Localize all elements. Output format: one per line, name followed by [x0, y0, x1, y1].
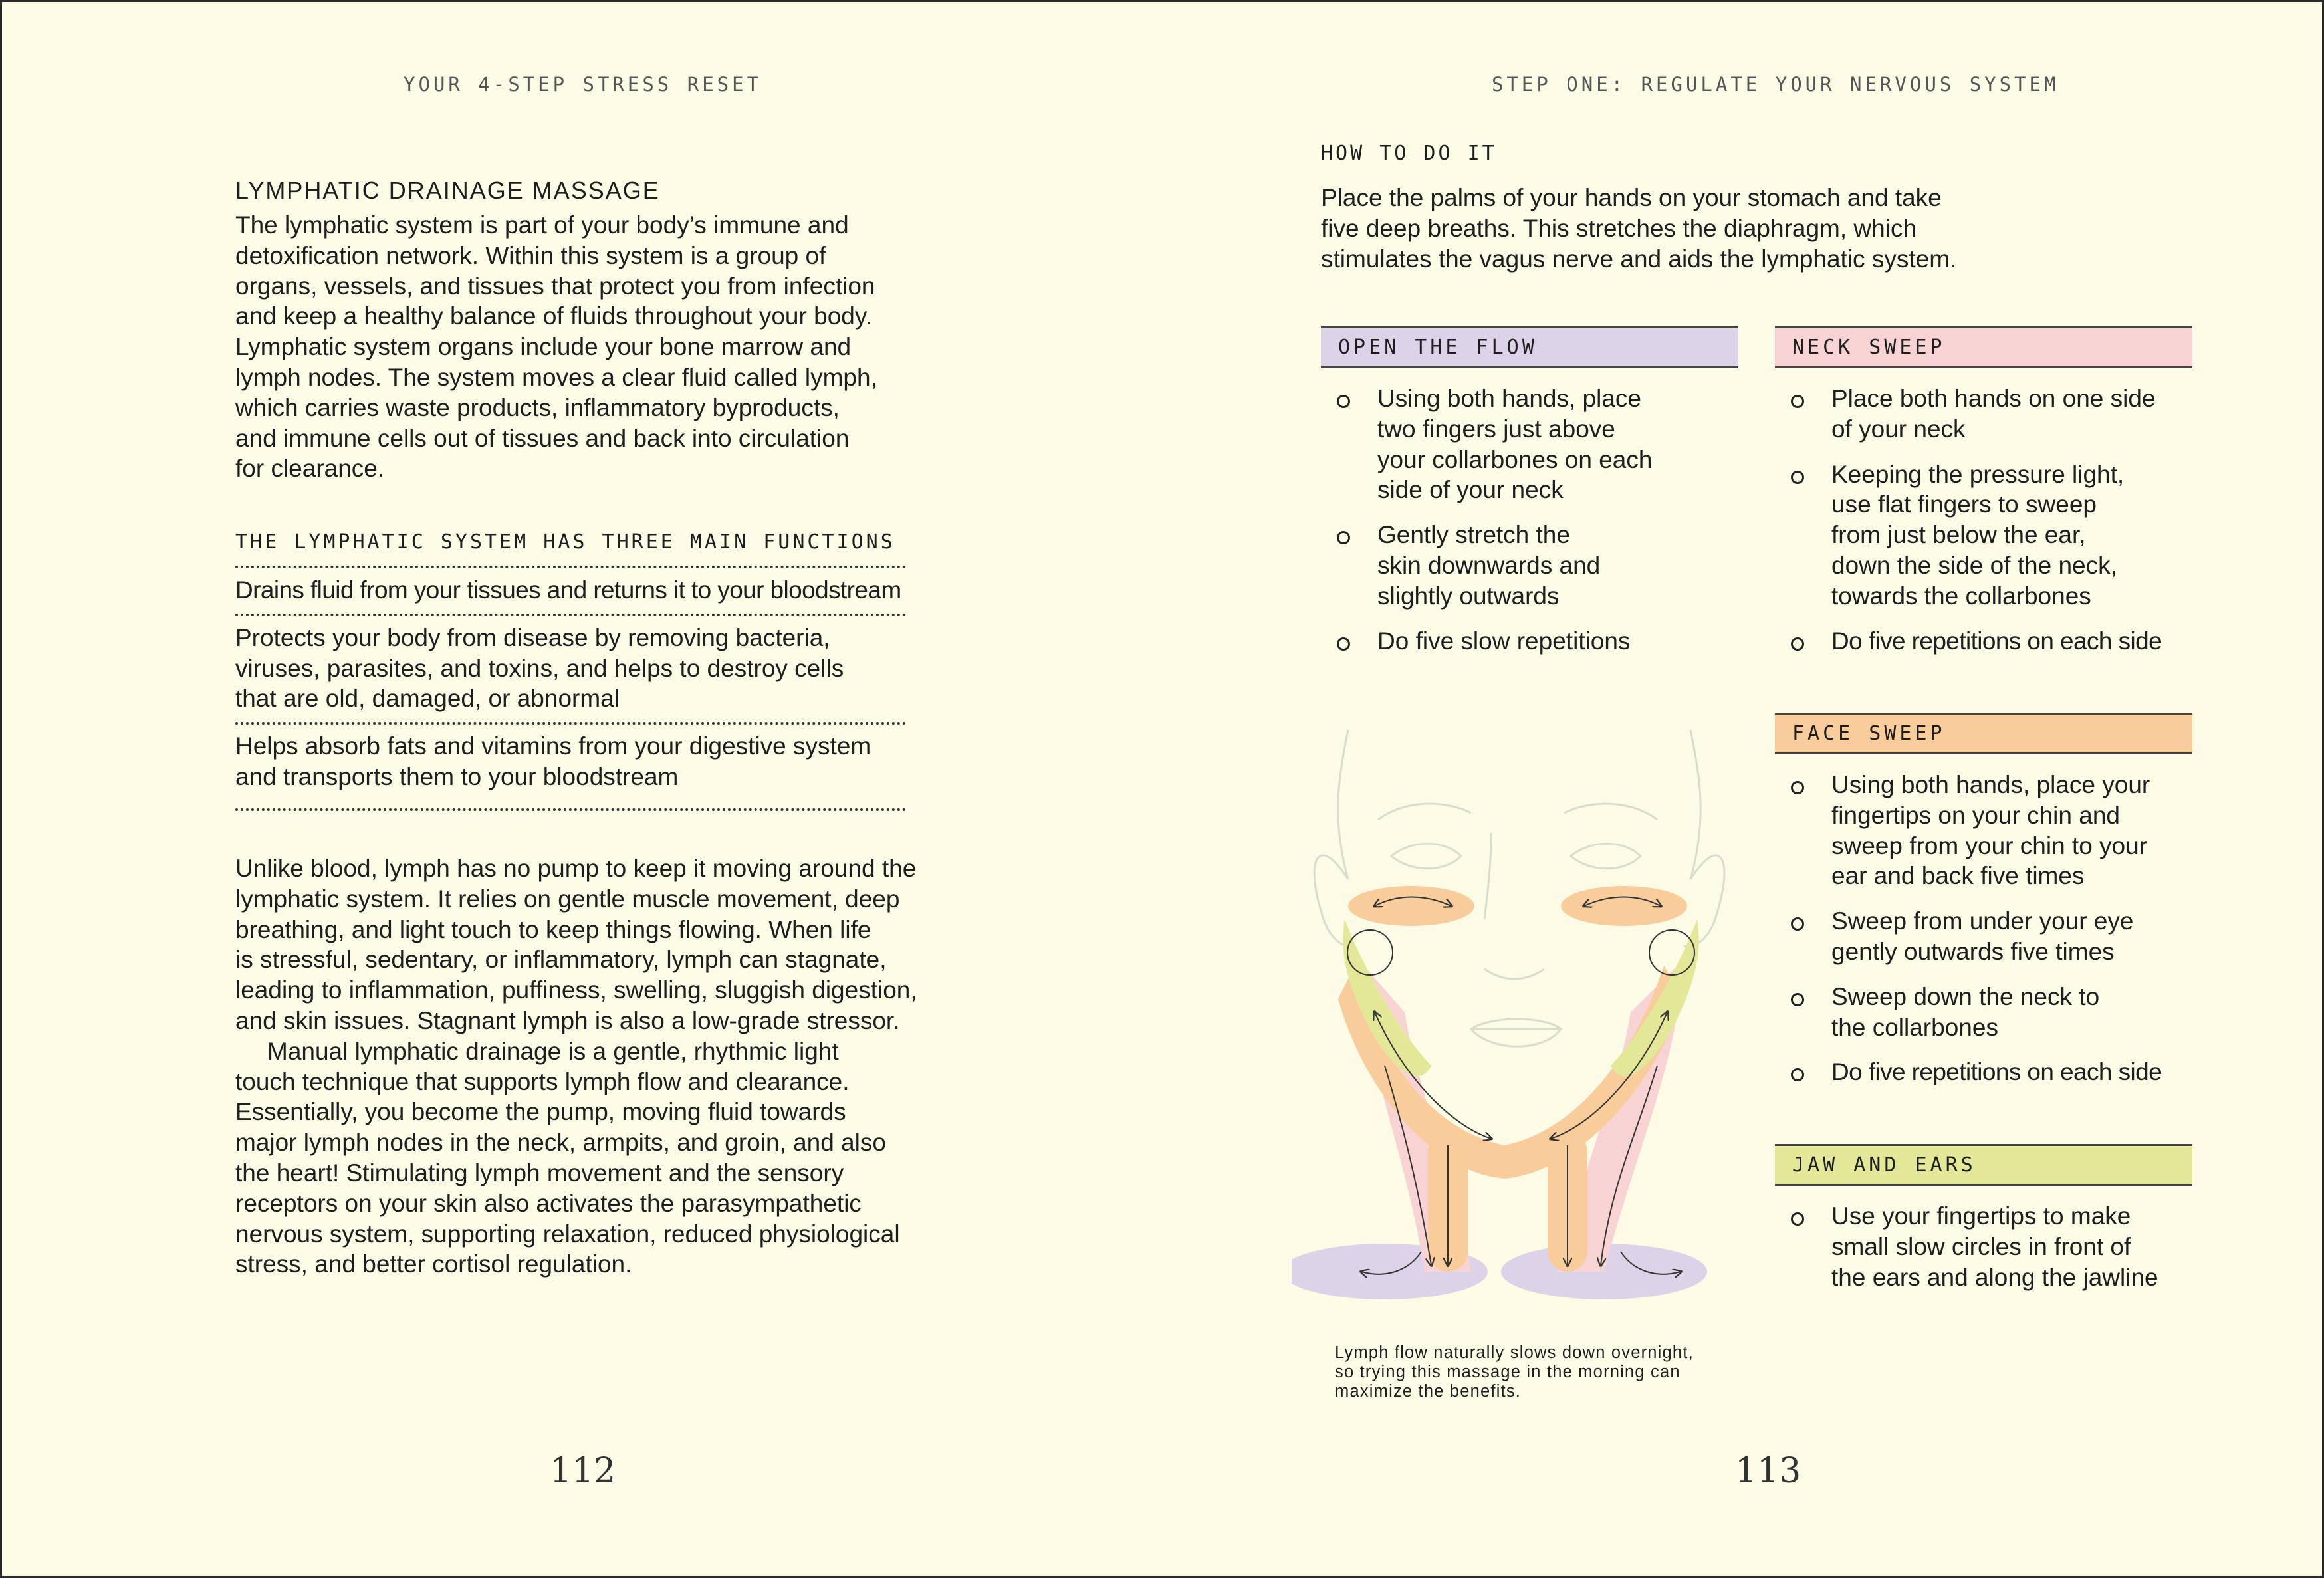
illustration-caption [1335, 1343, 1694, 1401]
text-line: down the side of the neck, [1831, 551, 2117, 579]
text-line: Use your fingertips to make [1831, 1202, 2131, 1230]
text-line: Lymphatic system organs include your bone marrow and [235, 333, 852, 361]
text-line: skin downwards and [1377, 551, 1601, 579]
text-line: Drains fluid from your tissues and returns it to your bloodstream [235, 576, 901, 604]
text-line: leading to inflammation, puffiness, swelling, sluggish digestion, [235, 976, 917, 1004]
face-massage-illustration [1292, 720, 1757, 1318]
list-item [1775, 1057, 2192, 1087]
functions-heading: THE LYMPHATIC SYSTEM HAS THREE MAIN FUNCTIONS [235, 530, 895, 554]
neck-sweep-steps [1775, 384, 2192, 656]
text-line: Sweep down the neck to [1831, 982, 2100, 1010]
list-item [1775, 459, 2192, 612]
left-running-header: YOUR 4-STEP STRESS RESET [404, 73, 762, 96]
text-line: Lymph flow naturally slows down overnight, [1335, 1343, 1694, 1362]
text-line: the ears and along the jawline [1831, 1263, 2158, 1291]
text-line: Do five repetitions on each side [1831, 627, 2162, 655]
text-line: the heart! Stimulating lymph movement and the sensory [235, 1159, 844, 1186]
text-line: Do five slow repetitions [1377, 627, 1631, 655]
functions-list [235, 566, 906, 811]
text-line: and skin issues. Stagnant lymph is also a low-grade stressor. [235, 1006, 900, 1034]
circle-bullet-icon [1791, 1068, 1804, 1081]
text-line: sweep from your chin to your [1831, 832, 2148, 859]
text-line: Using both hands, place your [1831, 771, 2150, 798]
head-outline-right [1684, 730, 1724, 947]
open-the-flow-steps [1321, 384, 1738, 656]
jaw-and-ears-box [1775, 1144, 2192, 1307]
circle-bullet-icon [1791, 471, 1804, 484]
text-line: Protects your body from disease by removing bacteria, [235, 623, 830, 651]
text-line: organs, vessels, and tissues that protect you from infection [235, 272, 875, 300]
text-line: use flat fingers to sweep [1831, 491, 2097, 518]
text-line: touch technique that supports lymph flow and clearance. [235, 1068, 850, 1095]
intro-paragraph [235, 210, 913, 484]
text-line: two fingers just above [1377, 415, 1615, 443]
text-line: gently outwards five times [1831, 937, 2115, 965]
text-line: viruses, parasites, and toxins, and helps to destroy cells [235, 654, 844, 682]
text-line: Unlike blood, lymph has no pump to keep it moving around the [235, 855, 917, 882]
cheek-zone-right [1561, 886, 1687, 926]
neck-sweep-title: NECK SWEEP [1775, 326, 2192, 368]
right-running-header: STEP ONE: REGULATE YOUR NERVOUS SYSTEM [1492, 73, 2059, 96]
text-line: Using both hands, place [1377, 385, 1641, 412]
text-line: Gently stretch the [1377, 521, 1570, 549]
text-line: slightly outwards [1377, 582, 1560, 610]
text-line: and immune cells out of tissues and back into circulation [235, 424, 850, 452]
circle-bullet-icon [1791, 1212, 1804, 1226]
text-line: which carries waste products, inflammatory byproducts, [235, 394, 840, 421]
text-line: so trying this massage in the morning can [1335, 1363, 1681, 1381]
page-number-left: 112 [550, 1451, 616, 1491]
circle-bullet-icon [1337, 637, 1350, 651]
text-line: Do five repetitions on each side [1831, 1058, 2162, 1086]
text-line: nervous system, supporting relaxation, reduced physiological [235, 1220, 900, 1248]
neck-sweep-box [1775, 326, 2192, 671]
head-outline [1314, 730, 1355, 947]
text-line: five deep breaths. This stretches the diaphragm, which [1321, 214, 1917, 242]
text-line: that are old, damaged, or abnormal [235, 685, 620, 713]
face-sweep-box [1775, 713, 2192, 1102]
text-line: for clearance. [235, 455, 385, 483]
list-item [1775, 770, 2192, 891]
list-item [235, 722, 906, 811]
text-line: Helps absorb fats and vitamins from your digestive system [235, 733, 872, 760]
text-line: stress, and better cortisol regulation. [235, 1250, 632, 1278]
circle-bullet-icon [1337, 531, 1350, 544]
circle-bullet-icon [1791, 395, 1804, 408]
text-line: major lymph nodes in the neck, armpits, and groin, and also [235, 1129, 886, 1157]
how-to-paragraph [1321, 183, 1986, 274]
list-item [235, 566, 906, 614]
text-line: of your neck [1831, 415, 1966, 443]
circle-bullet-icon [1337, 395, 1350, 408]
list-item [1321, 626, 1738, 657]
how-to-heading: HOW TO DO IT [1321, 142, 1497, 165]
text-line: side of your neck [1377, 476, 1564, 504]
closing-paragraphs [235, 853, 920, 1280]
text-line: breathing, and light touch to keep things flowing. When life [235, 915, 872, 943]
circle-bullet-icon [1791, 917, 1804, 931]
circle-bullet-icon [1791, 637, 1804, 651]
list-item [1321, 520, 1738, 611]
list-item [1775, 982, 2192, 1043]
text-line: Place the palms of your hands on your stomach and take [1321, 184, 1942, 211]
text-line: fingertips on your chin and [1831, 801, 2120, 829]
text-line: Keeping the pressure light, [1831, 460, 2125, 488]
text-line: small slow circles in front of [1831, 1232, 2131, 1260]
text-line: Place both hands on one side [1831, 385, 2156, 412]
open-the-flow-box [1321, 326, 1738, 671]
list-item [1775, 1201, 2192, 1292]
section-title: LYMPHATIC DRAINAGE MASSAGE [235, 177, 660, 204]
text-line: lymphatic system. It relies on gentle muscle movement, deep [235, 885, 900, 913]
eye-right [1571, 844, 1641, 869]
text-line: stimulates the vagus nerve and aids the lymphatic system. [1321, 245, 1957, 273]
circle-bullet-icon [1791, 993, 1804, 1006]
jaw-and-ears-steps [1775, 1201, 2192, 1292]
circle-bullet-icon [1791, 781, 1804, 794]
list-item [1775, 626, 2192, 657]
text-line: Manual lymphatic drainage is a gentle, rhythmic light [267, 1037, 839, 1065]
text-line: and keep a healthy balance of fluids throughout your body. [235, 302, 872, 330]
text-line: maximize the benefits. [1335, 1382, 1522, 1401]
jaw-and-ears-title: JAW AND EARS [1775, 1144, 2192, 1186]
text-line: lymph nodes. The system moves a clear fluid called lymph, [235, 363, 877, 391]
text-line: receptors on your skin also activates the parasympathetic [235, 1189, 862, 1217]
open-the-flow-title: OPEN THE FLOW [1321, 326, 1738, 368]
text-line: Essentially, you become the pump, moving fluid towards [235, 1098, 846, 1126]
section [235, 177, 913, 484]
eye-left [1391, 844, 1461, 869]
text-line: detoxification network. Within this system is a group of [235, 241, 826, 269]
brow-left [1378, 804, 1471, 820]
nose [1484, 833, 1544, 979]
face-sweep-title: FACE SWEEP [1775, 713, 2192, 754]
text-line: and transports them to your bloodstream [235, 762, 679, 790]
mouth [1471, 1019, 1561, 1046]
face-sweep-steps [1775, 770, 2192, 1087]
text-line: from just below the ear, [1831, 521, 2086, 549]
page-number-right: 113 [1735, 1451, 1801, 1491]
text-line: is stressful, sedentary, or inflammatory, lymph can stagnate, [235, 946, 887, 974]
cheek-zone-left [1348, 886, 1474, 926]
list-item [1775, 384, 2192, 445]
text-line: the collarbones [1831, 1013, 1998, 1041]
list-item [1775, 906, 2192, 967]
text-line: Sweep from under your eye [1831, 907, 2134, 935]
text-line: your collarbones on each [1377, 445, 1653, 473]
text-line: towards the collarbones [1831, 582, 2091, 610]
list-item [1321, 384, 1738, 505]
text-line: ear and back five times [1831, 862, 2085, 890]
brow-right [1564, 804, 1657, 820]
list-item [235, 614, 906, 722]
text-line: The lymphatic system is part of your body’s immune and [235, 211, 849, 239]
